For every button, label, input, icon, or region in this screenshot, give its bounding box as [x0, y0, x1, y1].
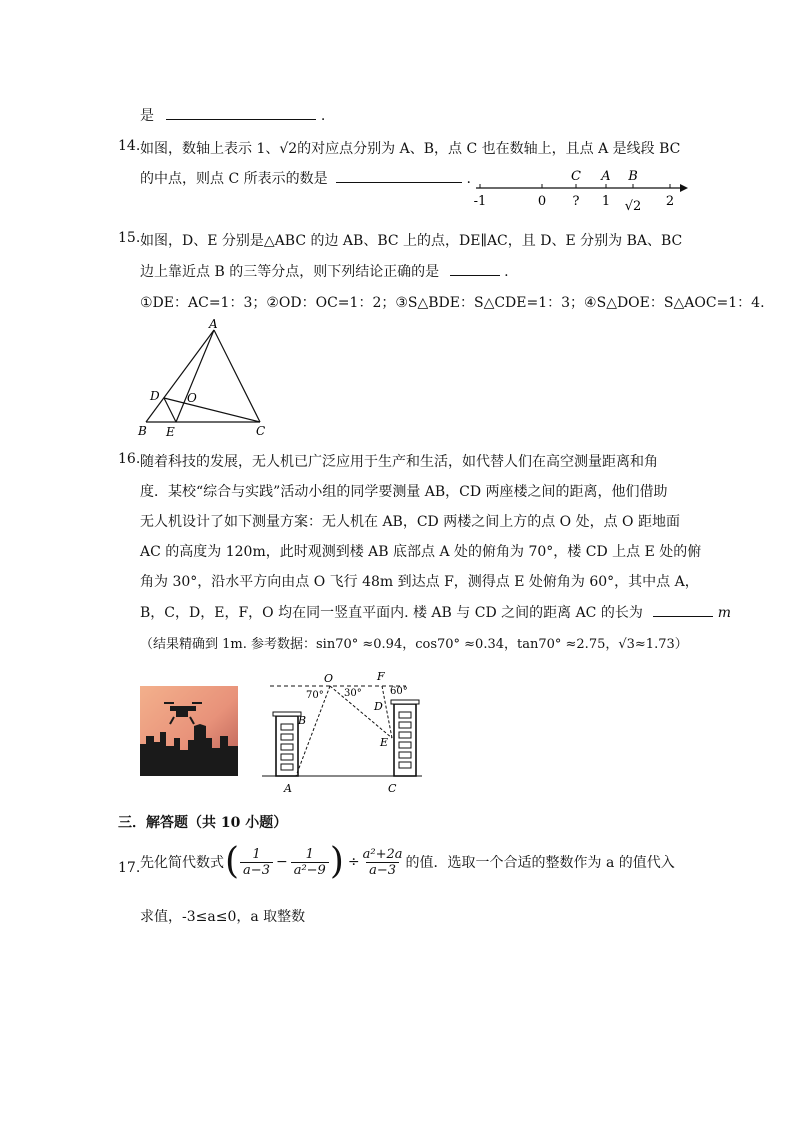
- q16-number: 16.: [118, 451, 141, 467]
- q16-unit: m: [717, 605, 732, 621]
- window: [399, 722, 411, 728]
- q16-line: AC 的高度为 120m，此时观测到楼 AB 底部点 A 处的俯角为 70°，楼 CD 上点 E 处的俯: [140, 544, 702, 560]
- vertex-label-b: B: [138, 424, 147, 438]
- q15-line2: [140, 260, 509, 281]
- tick-label: -1: [473, 194, 487, 209]
- q17-suffix: 的值．选取一个合适的整数作为 a 的值代入: [405, 855, 675, 871]
- window: [281, 754, 293, 760]
- point-label-f: F: [377, 670, 385, 683]
- segment-de: [164, 398, 176, 422]
- window: [399, 762, 411, 768]
- q16-line: 角为 30°，沿水平方向由点 O 飞行 48m 到达点 F，测得点 E 处俯角为 60°，其中点 A，: [140, 574, 699, 590]
- vertex-label-c: C: [256, 424, 266, 438]
- tick-label: 1: [601, 194, 611, 209]
- window: [399, 742, 411, 748]
- fraction-1-numerator: 1: [252, 846, 261, 862]
- angle-label-30: 30°: [344, 688, 362, 699]
- q17-line2: 求值，-3≤a≤0，a 取整数: [140, 909, 306, 925]
- q16-answer-blank[interactable]: [653, 601, 713, 617]
- q17-number: 17.: [118, 860, 141, 876]
- fraction-1-denominator: a−3: [240, 862, 273, 878]
- fraction-2: [291, 847, 329, 878]
- buildings-figure: [256, 668, 428, 796]
- fraction-3-numerator: a²+2a: [362, 846, 403, 862]
- building-cd: [394, 704, 416, 776]
- q14-answer-blank[interactable]: [336, 167, 462, 183]
- minus-sign: −: [275, 854, 288, 870]
- section-title: 三．解答题（共 10 小题）: [118, 815, 288, 831]
- q16-line: 随着科技的发展，无人机已广泛应用于生产和生活，如代替人们在高空测量距离和角: [140, 454, 658, 470]
- q16-line-last: [140, 601, 731, 622]
- window: [281, 724, 293, 730]
- q15-answer-blank[interactable]: [450, 260, 500, 276]
- right-paren-icon: ): [329, 841, 344, 882]
- q16-line: 度．某校“综合与实践”活动小组的同学要测量 AB，CD 两座楼之间的距离，他们借助: [140, 484, 668, 500]
- point-label-d: D: [150, 389, 160, 403]
- q15-end: .: [504, 264, 509, 280]
- point-label-a: A: [601, 169, 611, 184]
- fraction-2-denominator: a²−9: [291, 862, 329, 878]
- number-line-figure: [468, 160, 690, 216]
- q16-line: 无人机设计了如下测量方案：无人机在 AB，CD 两楼之间上方的点 O 处，点 O 距地面: [140, 514, 680, 530]
- q13-end: .: [320, 108, 326, 124]
- fraction-1: [240, 847, 273, 878]
- segment-ae: [176, 330, 214, 422]
- q15-number: 15.: [118, 230, 141, 246]
- window: [281, 764, 293, 770]
- fraction-3: [363, 847, 403, 878]
- point-label-b: B: [298, 714, 307, 727]
- side-ac: [214, 330, 260, 422]
- point-label-c: C: [388, 782, 397, 795]
- angle-label-70: 70°: [306, 690, 324, 701]
- point-c-value: ?: [572, 194, 580, 209]
- left-paren-icon: (: [225, 841, 240, 882]
- q14-line2: [140, 167, 471, 188]
- building-ab: [276, 716, 298, 776]
- point-label-a: A: [284, 782, 292, 795]
- point-b-value: √2: [624, 199, 642, 214]
- triangle-figure: [136, 316, 276, 440]
- q13-prefix: 是: [140, 108, 154, 124]
- q14-number: 14.: [118, 138, 141, 154]
- q14-line2-text: 的中点，则点 C 所表示的数是: [140, 171, 328, 187]
- window: [281, 744, 293, 750]
- axis-arrow: [680, 184, 688, 192]
- point-label-e: E: [166, 425, 175, 439]
- point-label-d: D: [374, 700, 383, 713]
- q14-end: .: [466, 171, 471, 187]
- vertex-label-a: A: [209, 317, 218, 331]
- point-label-b: B: [628, 169, 638, 184]
- q15-options: ①DE：AC=1：3；②OD：OC=1：2；③S△BDE：S△CDE=1：3；④S△DOE：S△AOC=1：4.: [140, 295, 765, 311]
- window: [399, 752, 411, 758]
- point-label-o: O: [324, 672, 334, 685]
- fraction-2-numerator: 1: [305, 846, 314, 862]
- window: [281, 734, 293, 740]
- q13-answer-blank[interactable]: [166, 104, 316, 120]
- tick-label: 0: [537, 194, 547, 209]
- angle-label-60: 60°: [390, 686, 408, 697]
- divide-sign: ÷: [347, 854, 360, 870]
- window: [399, 732, 411, 738]
- point-label-e: E: [380, 736, 389, 749]
- q15-line2-text: 边上靠近点 B 的三等分点，则下列结论正确的是: [140, 264, 440, 280]
- point-label-o: O: [187, 391, 197, 405]
- q15-line1: 如图，D、E 分别是△ABC 的边 AB、BC 上的点，DE∥AC，且 D、E 分别为 BA、BC: [140, 233, 683, 249]
- q14-line1: 如图，数轴上表示 1、√2的对应点分别为 A、B，点 C 也在数轴上，且点 A 是线段 BC: [140, 141, 681, 157]
- q17-expression: [140, 840, 675, 884]
- building-cd-roof: [391, 700, 419, 704]
- drone-photo: [140, 686, 238, 776]
- point-label-c: C: [571, 169, 581, 184]
- fraction-3-denominator: a−3: [366, 862, 399, 878]
- q17-prefix: 先化简代数式: [140, 855, 224, 871]
- segment-dc: [164, 398, 260, 422]
- q16-line: B，C，D，E，F，O 均在同一竖直平面内. 楼 AB 与 CD 之间的距离 AC 的长为: [140, 605, 643, 621]
- window: [399, 712, 411, 718]
- q16-note: （结果精确到 1m. 参考数据：sin70° ≈0.94，cos70° ≈0.34，tan70° ≈2.75，√3≈1.73）: [140, 637, 688, 652]
- building-ab-roof: [273, 712, 301, 716]
- q13-tail: [140, 104, 325, 125]
- tick-label: 2: [665, 194, 675, 209]
